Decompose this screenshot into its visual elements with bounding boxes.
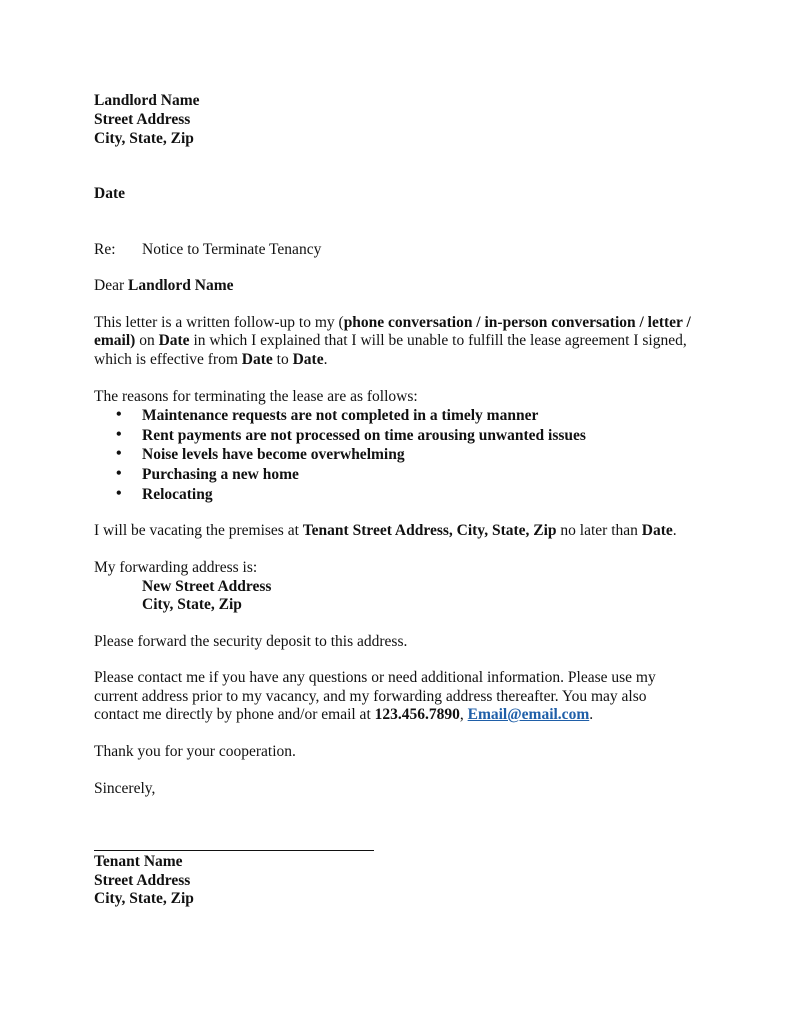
para1-line3 [94, 350, 327, 369]
closing-line: Sincerely, [94, 780, 156, 797]
para1-text: to [272, 351, 293, 368]
contact-line3 [94, 705, 593, 724]
para1-start-date: Date [241, 351, 273, 368]
salutation-prefix: Dear [94, 277, 128, 294]
tenant-address: Tenant Street Address, City, State, Zip [302, 522, 557, 539]
para1-text: . [323, 351, 328, 368]
bullet-icon: • [116, 485, 122, 502]
landlord-name: Landlord Name [94, 92, 200, 109]
forwarding-label: My forwarding address is: [94, 559, 258, 576]
para1-date: Date [158, 332, 190, 349]
para1-text: This letter is a written follow-up to my ( [94, 314, 344, 331]
thanks-line: Thank you for your cooperation. [94, 743, 296, 760]
contact-text: , [459, 706, 468, 723]
re-subject: Notice to Terminate Tenancy [142, 241, 322, 258]
bullet-icon: • [116, 445, 122, 462]
re-line [94, 240, 321, 259]
vacating-line [94, 521, 677, 540]
signature-line [94, 850, 374, 851]
deposit-line: Please forward the security deposit to this address. [94, 633, 408, 650]
tenant-name: Tenant Name [94, 853, 183, 870]
para1-contact-methods: phone conversation / in-person conversation / letter / [343, 314, 691, 331]
forwarding-city: City, State, Zip [142, 596, 242, 613]
reason-text: Rent payments are not processed on time arousing unwanted issues [142, 427, 586, 444]
email-link[interactable]: Email@email.com [467, 706, 590, 723]
landlord-city: City, State, Zip [94, 130, 194, 147]
para1-text: which is effective from [94, 351, 242, 368]
para1-end-date: Date [292, 351, 324, 368]
bullet-icon: • [116, 465, 122, 482]
salutation [94, 276, 234, 295]
letter-date: Date [94, 185, 125, 202]
para1-text: on [135, 332, 159, 349]
vacating-text: I will be vacating the premises at [94, 522, 303, 539]
reason-text: Noise levels have become overwhelming [142, 446, 405, 463]
reason-text: Purchasing a new home [142, 466, 299, 483]
contact-text: . [589, 706, 594, 723]
contact-text: contact me directly by phone and/or email at [94, 706, 375, 723]
para1-text: in which I explained that I will be unable to fulfill the lease agreement I signed, [189, 332, 687, 349]
para1-email-option: email) [94, 332, 136, 349]
vacating-text: . [672, 522, 677, 539]
landlord-street: Street Address [94, 111, 191, 128]
phone-number: 123.456.7890 [374, 706, 460, 723]
bullet-icon: • [116, 406, 122, 423]
tenant-street: Street Address [94, 872, 191, 889]
contact-line1: Please contact me if you have any questions or need additional information. Please use my [94, 669, 656, 686]
salutation-name: Landlord Name [128, 277, 234, 294]
para1-line2 [94, 331, 687, 350]
vacating-date: Date [641, 522, 673, 539]
contact-line2: current address prior to my vacancy, and my forwarding address thereafter. You may also [94, 688, 647, 705]
para1-line1 [94, 313, 691, 332]
vacating-text: no later than [556, 522, 642, 539]
tenant-city: City, State, Zip [94, 890, 194, 907]
reason-text: Maintenance requests are not completed in a timely manner [142, 407, 539, 424]
bullet-icon: • [116, 426, 122, 443]
re-label: Re: [94, 241, 116, 258]
reason-text: Relocating [142, 486, 213, 503]
reasons-intro: The reasons for terminating the lease are as follows: [94, 388, 418, 405]
forwarding-street: New Street Address [142, 578, 272, 595]
